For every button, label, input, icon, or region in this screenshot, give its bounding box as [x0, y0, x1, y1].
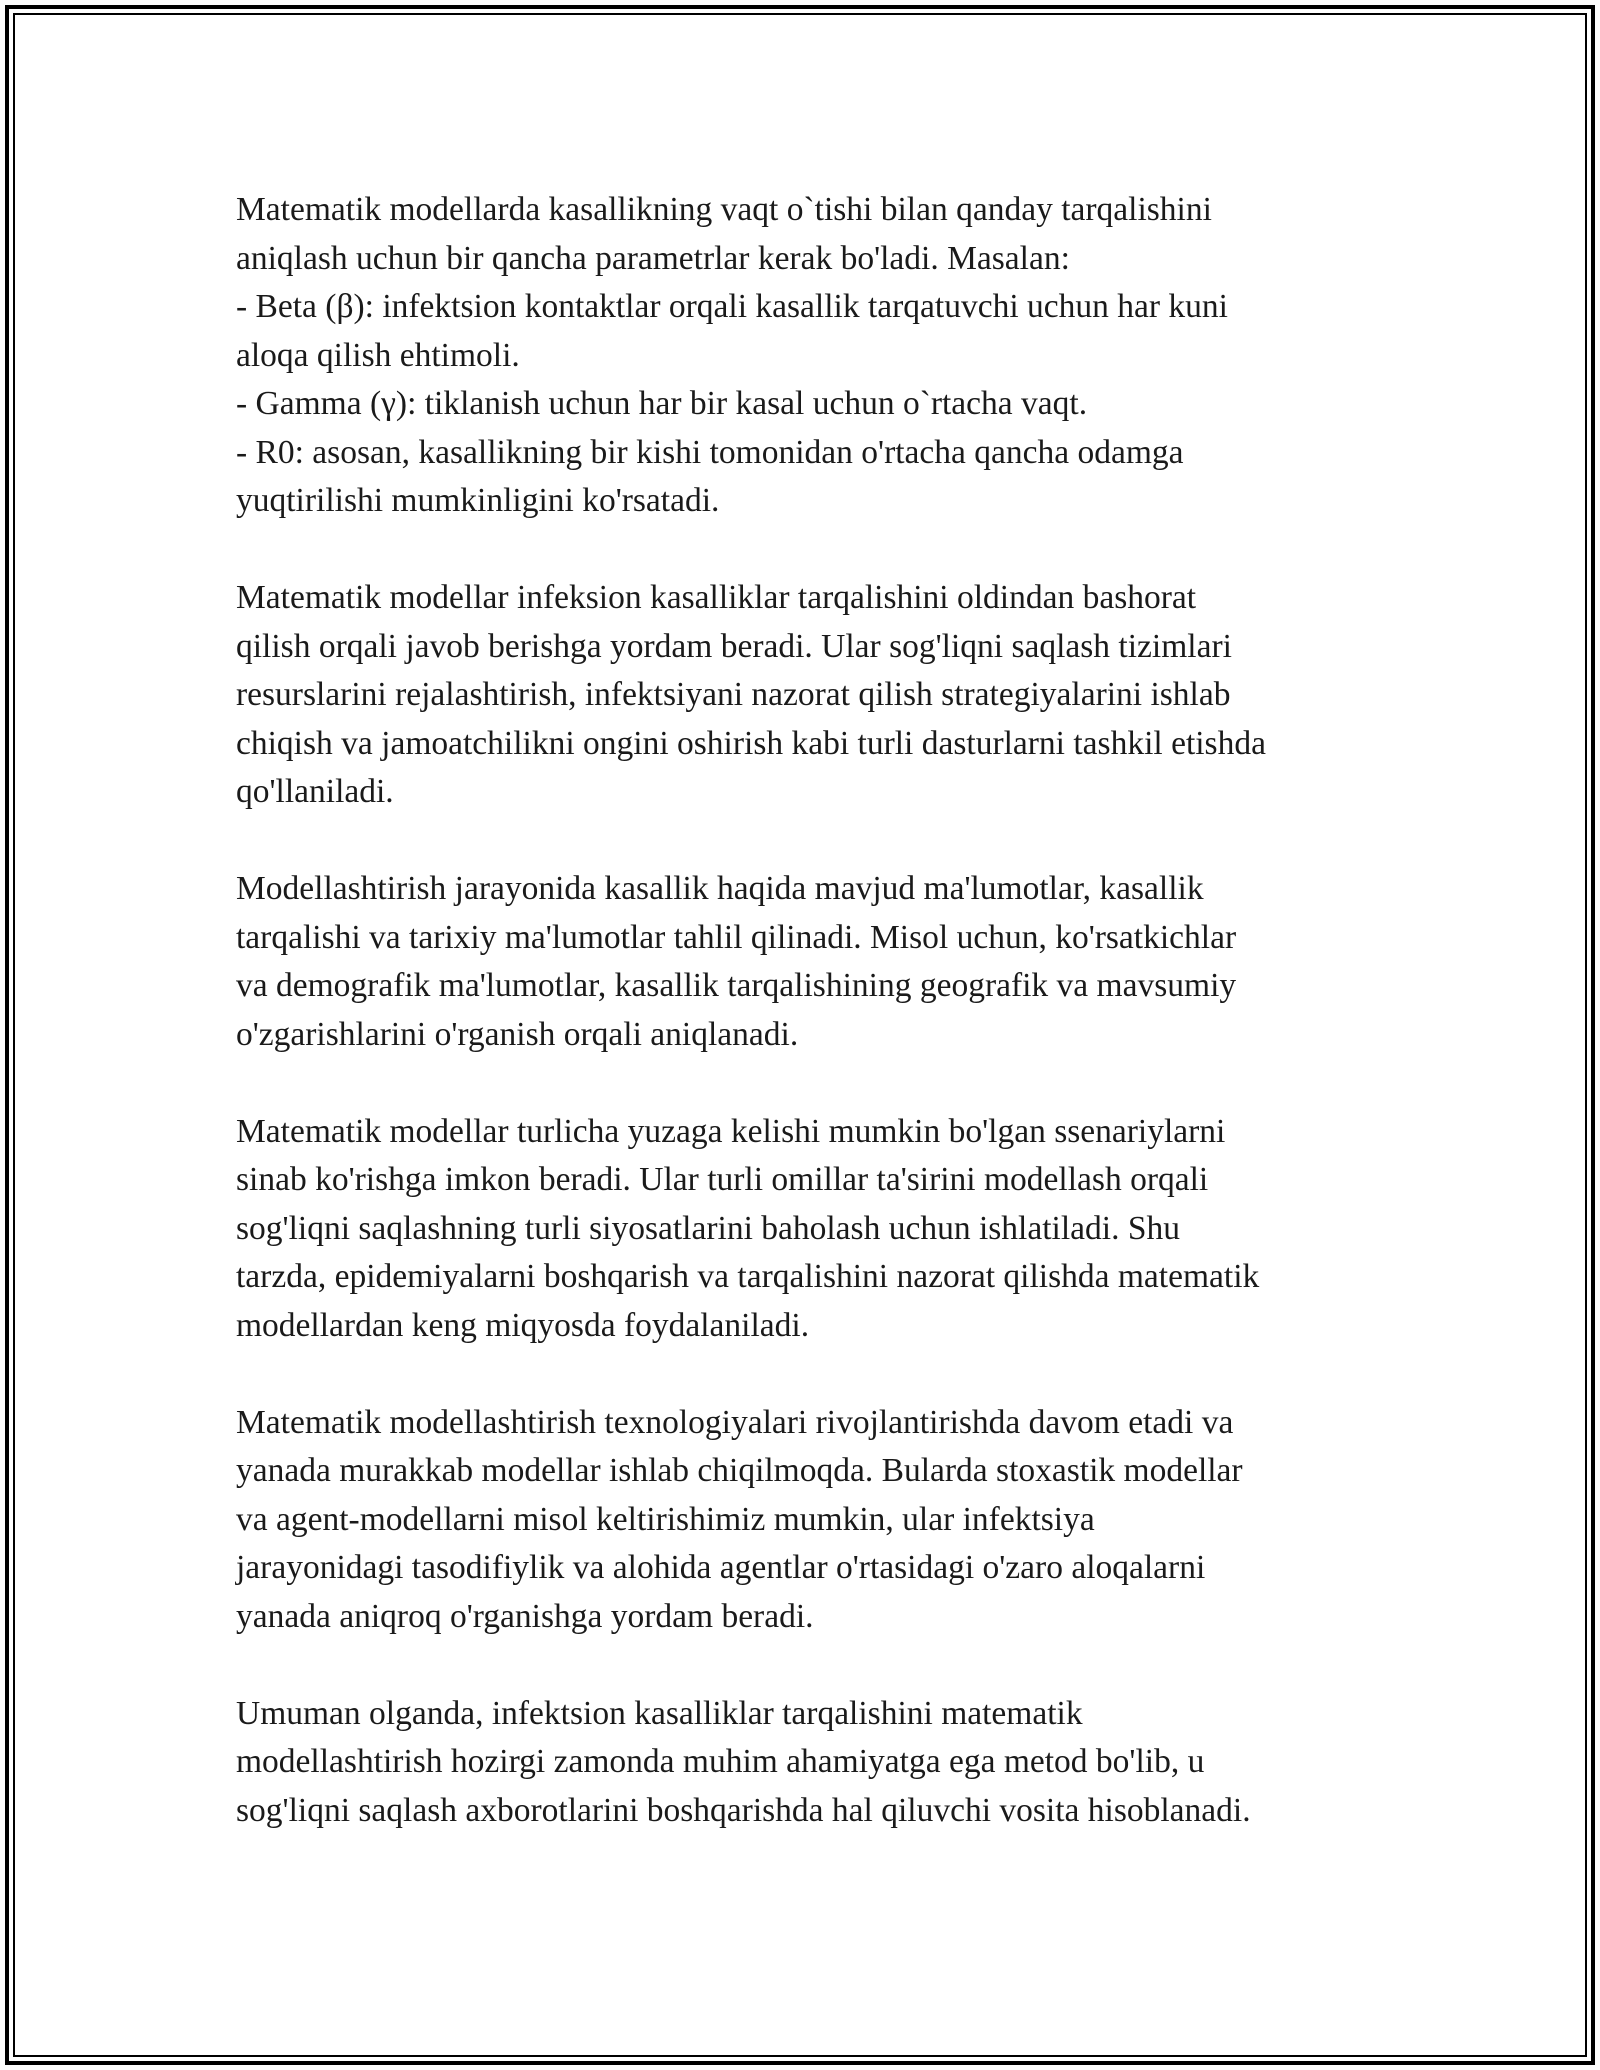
text-line: yuqtirilishi mumkinligini ko'rsatadi.	[236, 482, 720, 519]
text-line: modellashtirish hozirgi zamonda muhim ahamiyatga ega metod bo'lib, u	[236, 1743, 1205, 1780]
text-line: aloqa qilish ehtimoli.	[236, 336, 520, 374]
text-line: Umuman olganda, infektsion kasalliklar tarqalishini matematik	[236, 1694, 1083, 1732]
paragraph	[236, 865, 1386, 1059]
text-line: Matematik modellar infeksion kasalliklar tarqalishini oldindan bashorat	[236, 579, 1197, 616]
text-line: modellardan keng miqyosda foydalaniladi.	[236, 1306, 810, 1344]
text-line: aniqlash uchun bir qancha parametrlar kerak bo'ladi. Masalan:	[236, 239, 1070, 277]
text-line: Matematik modellarda kasallikning vaqt o`tishi bilan qanday tarqalishini	[236, 191, 1212, 228]
text-line: tarqalishi va tarixiy ma'lumotlar tahlil qilinadi. Misol uchun, ko'rsatkichlar	[236, 918, 1237, 956]
text-line: jarayonidagi tasodifiylik va alohida agentlar o'rtasidagi o'zaro aloqalarni	[236, 1549, 1206, 1586]
text-line: va agent-modellarni misol keltirishimiz mumkin, ular infektsiya	[236, 1500, 1095, 1538]
text-line: - Gamma (γ): tiklanish uchun har bir kasal uchun o`rtacha vaqt.	[236, 385, 1088, 422]
paragraph	[236, 1690, 1386, 1836]
text-line: - Beta (β): infektsion kontaktlar orqali kasallik tarqatuvchi uchun har kuni	[236, 288, 1228, 325]
text-line: chiqish va jamoatchilikni ongini oshirish kabi turli dasturlarni tashkil etishda	[236, 724, 1266, 762]
text-line: sog'liqni saqlashning turli siyosatlarini baholash uchun ishlatiladi. Shu	[236, 1209, 1180, 1247]
text-line: Matematik modellashtirish texnologiyalari rivojlantirishda davom etadi va	[236, 1403, 1234, 1441]
text-line: - R0: asosan, kasallikning bir kishi tomonidan o'rtacha qancha odamga	[236, 433, 1184, 471]
document-body	[236, 186, 1386, 1884]
text-line: yanada aniqroq o'rganishga yordam beradi.	[236, 1597, 814, 1635]
text-line: resurslarini rejalashtirish, infektsiyani nazorat qilish strategiyalarini ishlab	[236, 676, 1231, 713]
paragraph	[236, 186, 1386, 526]
text-line: sog'liqni saqlash axborotlarini boshqarishda hal qiluvchi vosita hisoblanadi.	[236, 1791, 1251, 1829]
text-line: Modellashtirish jarayonida kasallik haqida mavjud ma'lumotlar, kasallik	[236, 870, 1204, 907]
text-line: o'zgarishlarini o'rganish orqali aniqlanadi.	[236, 1015, 799, 1053]
text-line: tarzda, epidemiyalarni boshqarish va tarqalishini nazorat qilishda matematik	[236, 1258, 1260, 1295]
paragraph	[236, 574, 1386, 817]
text-line: Matematik modellar turlicha yuzaga kelishi mumkin bo'lgan ssenariylarni	[236, 1112, 1226, 1150]
paragraph	[236, 1399, 1386, 1642]
text-line: sinab ko'rishga imkon beradi. Ular turli omillar ta'sirini modellash orqali	[236, 1161, 1209, 1198]
paragraph	[236, 1108, 1386, 1351]
text-line: yanada murakkab modellar ishlab chiqilmoqda. Bularda stoxastik modellar	[236, 1452, 1243, 1489]
text-line: qilish orqali javob berishga yordam beradi. Ular sog'liqni saqlash tizimlari	[236, 627, 1232, 665]
text-line: qo'llaniladi.	[236, 773, 394, 810]
text-line: va demografik ma'lumotlar, kasallik tarqalishining geografik va mavsumiy	[236, 967, 1237, 1004]
